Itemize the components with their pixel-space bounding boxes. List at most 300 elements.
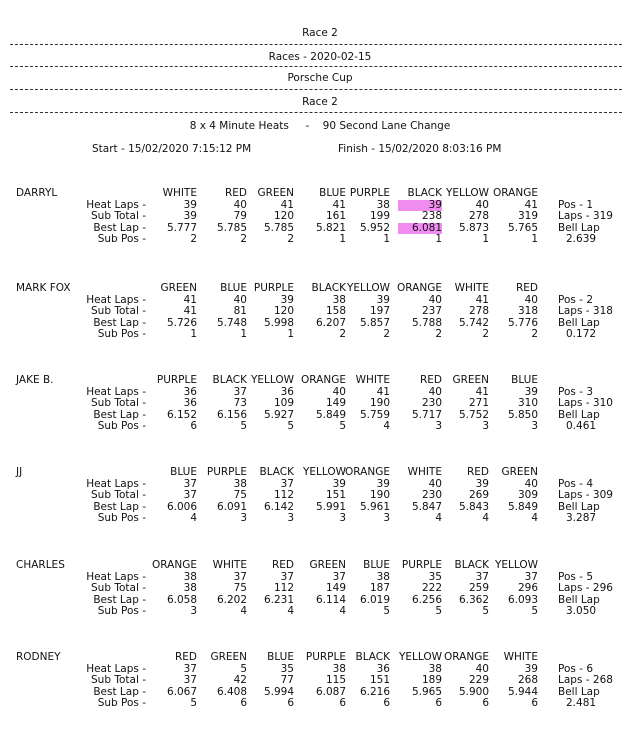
- divider: [10, 66, 622, 67]
- heat-laps-cell: 36: [183, 386, 197, 398]
- best-lap-cell: 5.752: [458, 409, 489, 421]
- sub-pos-cell: 6: [339, 697, 346, 709]
- sub-total-cell: 151: [325, 489, 346, 501]
- row-label: Heat Laps -: [86, 199, 146, 211]
- heat-laps-cell: 37: [280, 478, 294, 490]
- sub-total-cell: 75: [233, 582, 247, 594]
- sub-pos-cell: 2: [287, 233, 294, 245]
- sub-pos-cell: 6: [287, 697, 294, 709]
- lane-header: GREEN: [160, 282, 197, 294]
- sub-pos-cell: 6: [435, 697, 442, 709]
- sub-total-cell: 38: [183, 582, 197, 594]
- sub-pos-cell: 1: [339, 233, 346, 245]
- lane-header: BLACK: [454, 559, 489, 571]
- best-lap-cell: 6.087: [315, 686, 346, 698]
- bell-lap-label: Bell Lap: [558, 594, 600, 606]
- heat-laps-cell: 38: [376, 199, 390, 211]
- lane-header: BLUE: [319, 187, 346, 199]
- bell-lap-value: 0.172: [566, 328, 597, 340]
- sub-pos-cell: 6: [240, 697, 247, 709]
- sub-total-cell: 189: [421, 674, 442, 686]
- race-name: Race 2: [302, 96, 338, 108]
- sub-total-cell: 230: [421, 489, 442, 501]
- sub-pos-cell: 2: [435, 328, 442, 340]
- best-lap-cell: 6.216: [359, 686, 390, 698]
- best-lap-cell: 5.788: [411, 317, 442, 329]
- bell-lap-value: 2.639: [566, 233, 597, 245]
- sub-total-cell: 187: [369, 582, 390, 594]
- lane-header: YELLOW: [302, 466, 346, 478]
- lane-header: YELLOW: [346, 282, 390, 294]
- lane-header: ORANGE: [345, 466, 390, 478]
- heat-laps-cell: 39: [332, 478, 346, 490]
- lane-header: WHITE: [407, 466, 442, 478]
- bell-lap-label: Bell Lap: [558, 409, 600, 421]
- sub-total-cell: 41: [183, 305, 197, 317]
- best-lap-cell: 5.873: [458, 222, 489, 234]
- racer-name: MARK FOX: [16, 282, 71, 294]
- sub-total-cell: 73: [233, 397, 247, 409]
- heat-laps-cell: 35: [280, 663, 294, 675]
- best-lap-cell: 6.231: [263, 594, 294, 606]
- heat-laps-cell: 39: [475, 478, 489, 490]
- lane-header: GREEN: [210, 651, 247, 663]
- lane-header: ORANGE: [152, 559, 197, 571]
- lane-header: BLACK: [259, 466, 294, 478]
- sub-pos-cell: 2: [482, 328, 489, 340]
- best-lap-cell: 5.900: [458, 686, 489, 698]
- heat-laps-cell: 36: [376, 663, 390, 675]
- bell-lap-value: 0.461: [566, 420, 597, 432]
- sub-pos-cell: 3: [435, 420, 442, 432]
- lane-header: GREEN: [452, 374, 489, 386]
- heat-laps-cell: 40: [428, 294, 442, 306]
- row-label: Best Lap -: [93, 317, 146, 329]
- sub-pos-cell: 2: [531, 328, 538, 340]
- lane-header: YELLOW: [445, 187, 489, 199]
- sub-pos-cell: 4: [482, 512, 489, 524]
- row-label: Best Lap -: [93, 686, 146, 698]
- best-lap-cell: 6.114: [315, 594, 346, 606]
- racer-block: [0, 375, 640, 451]
- divider: [10, 112, 622, 113]
- heat-laps-cell: 39: [280, 294, 294, 306]
- sub-total-cell: 278: [468, 305, 489, 317]
- sub-pos-cell: 1: [240, 328, 247, 340]
- best-lap-cell: 5.857: [359, 317, 390, 329]
- best-lap-cell: 6.006: [166, 501, 197, 513]
- position-result: Pos - 6: [558, 663, 593, 675]
- sub-pos-cell: 2: [190, 233, 197, 245]
- heat-laps-cell: 40: [332, 386, 346, 398]
- finish-time: Finish - 15/02/2020 8:03:16 PM: [338, 143, 502, 155]
- lane-header: RED: [271, 559, 294, 571]
- row-label: Sub Pos -: [97, 420, 146, 432]
- heat-laps-cell: 40: [233, 294, 247, 306]
- heat-laps-cell: 40: [233, 199, 247, 211]
- sub-pos-cell: 1: [287, 328, 294, 340]
- row-label: Heat Laps -: [86, 294, 146, 306]
- lane-header: BLUE: [267, 651, 294, 663]
- bell-lap-value: 2.481: [566, 697, 597, 709]
- sub-total-cell: 37: [183, 674, 197, 686]
- best-lap-cell: 5.927: [263, 409, 294, 421]
- racer-name: JJ: [16, 466, 23, 478]
- sub-total-cell: 37: [183, 489, 197, 501]
- best-lap-cell: 5.847: [411, 501, 442, 513]
- sub-pos-cell: 1: [531, 233, 538, 245]
- lane-header: PURPLE: [253, 282, 294, 294]
- row-label: Sub Pos -: [97, 605, 146, 617]
- sub-total-cell: 151: [369, 674, 390, 686]
- lane-header: PURPLE: [401, 559, 442, 571]
- best-lap-cell: 5.850: [507, 409, 538, 421]
- sub-total-cell: 149: [325, 397, 346, 409]
- series-name: Porsche Cup: [287, 72, 353, 84]
- total-laps: Laps - 318: [558, 305, 613, 317]
- lane-header: BLUE: [511, 374, 538, 386]
- lane-header: PURPLE: [206, 466, 247, 478]
- lane-header: YELLOW: [250, 374, 294, 386]
- best-lap-cell: 5.748: [216, 317, 247, 329]
- lane-header: RED: [466, 466, 489, 478]
- sub-total-cell: 310: [517, 397, 538, 409]
- total-laps: Laps - 309: [558, 489, 613, 501]
- sub-pos-cell: 5: [435, 605, 442, 617]
- total-laps: Laps - 268: [558, 674, 613, 686]
- total-laps: Laps - 296: [558, 582, 613, 594]
- lane-header: WHITE: [355, 374, 390, 386]
- best-lap-cell: 5.961: [359, 501, 390, 513]
- heat-laps-cell: 37: [233, 571, 247, 583]
- racer-block: [0, 467, 640, 543]
- heat-laps-cell: 39: [376, 294, 390, 306]
- divider: [10, 44, 622, 45]
- lane-header: ORANGE: [493, 187, 538, 199]
- lane-header: BLACK: [311, 282, 346, 294]
- sub-pos-cell: 5: [482, 605, 489, 617]
- sub-pos-cell: 3: [240, 512, 247, 524]
- heat-laps-cell: 35: [428, 571, 442, 583]
- lane-header: RED: [419, 374, 442, 386]
- sub-pos-cell: 1: [190, 328, 197, 340]
- best-lap-cell: 6.093: [507, 594, 538, 606]
- best-lap-cell: 5.843: [458, 501, 489, 513]
- lane-header: ORANGE: [301, 374, 346, 386]
- sub-total-cell: 271: [468, 397, 489, 409]
- best-lap-cell: 6.058: [166, 594, 197, 606]
- heat-laps-cell: 40: [524, 294, 538, 306]
- row-label: Heat Laps -: [86, 386, 146, 398]
- sub-pos-cell: 6: [190, 420, 197, 432]
- racer-name: DARRYL: [16, 187, 58, 199]
- row-label: Sub Total -: [91, 582, 146, 594]
- lane-header: WHITE: [503, 651, 538, 663]
- sub-total-cell: 190: [369, 397, 390, 409]
- best-lap-cell: 6.156: [216, 409, 247, 421]
- row-label: Sub Total -: [91, 397, 146, 409]
- sub-total-cell: 115: [325, 674, 346, 686]
- sub-total-cell: 230: [421, 397, 442, 409]
- heat-laps-cell: 41: [280, 199, 294, 211]
- best-lap-cell: 5.717: [411, 409, 442, 421]
- bell-lap-label: Bell Lap: [558, 222, 600, 234]
- lane-header: BLACK: [212, 374, 247, 386]
- lane-header: GREEN: [501, 466, 538, 478]
- lane-header: RED: [224, 187, 247, 199]
- sub-pos-cell: 3: [531, 420, 538, 432]
- racer-block: [0, 283, 640, 359]
- report-title: Race 2: [302, 27, 338, 39]
- row-label: Heat Laps -: [86, 478, 146, 490]
- best-lap-cell: 5.759: [359, 409, 390, 421]
- sub-total-cell: 238: [421, 210, 442, 222]
- heat-laps-cell: 39: [524, 663, 538, 675]
- sub-total-cell: 36: [183, 397, 197, 409]
- best-lap-cell: 6.091: [216, 501, 247, 513]
- bell-lap-value: 3.287: [566, 512, 597, 524]
- sub-pos-cell: 4: [435, 512, 442, 524]
- row-label: Sub Total -: [91, 305, 146, 317]
- row-label: Sub Total -: [91, 210, 146, 222]
- row-label: Best Lap -: [93, 409, 146, 421]
- lane-header: RED: [174, 651, 197, 663]
- lane-header: WHITE: [212, 559, 247, 571]
- heat-laps-cell: 38: [233, 478, 247, 490]
- best-lap-cell: 6.067: [166, 686, 197, 698]
- heat-laps-cell: 40: [428, 386, 442, 398]
- sub-pos-cell: 4: [339, 605, 346, 617]
- lane-header: ORANGE: [397, 282, 442, 294]
- position-result: Pos - 5: [558, 571, 593, 583]
- row-label: Best Lap -: [93, 594, 146, 606]
- sub-total-cell: 309: [517, 489, 538, 501]
- sub-total-cell: 190: [369, 489, 390, 501]
- sub-pos-cell: 6: [531, 697, 538, 709]
- racer-block: [0, 652, 640, 728]
- sub-pos-cell: 3: [482, 420, 489, 432]
- sub-pos-cell: 5: [339, 420, 346, 432]
- heat-laps-cell: 37: [475, 571, 489, 583]
- lane-header: WHITE: [454, 282, 489, 294]
- heat-laps-cell: 36: [280, 386, 294, 398]
- position-result: Pos - 4: [558, 478, 593, 490]
- sub-pos-cell: 3: [287, 512, 294, 524]
- row-label: Heat Laps -: [86, 571, 146, 583]
- row-label: Best Lap -: [93, 501, 146, 513]
- racer-name: JAKE B.: [16, 374, 54, 386]
- bell-lap-label: Bell Lap: [558, 501, 600, 513]
- sub-pos-cell: 2: [383, 328, 390, 340]
- lane-header: PURPLE: [156, 374, 197, 386]
- racer-block: [0, 188, 640, 264]
- best-lap-cell: 6.256: [411, 594, 442, 606]
- row-label: Sub Pos -: [97, 697, 146, 709]
- sub-pos-cell: 4: [287, 605, 294, 617]
- sub-pos-cell: 5: [240, 420, 247, 432]
- position-result: Pos - 3: [558, 386, 593, 398]
- start-time: Start - 15/02/2020 7:15:12 PM: [92, 143, 252, 155]
- sub-total-cell: 42: [233, 674, 247, 686]
- sub-pos-cell: 3: [383, 512, 390, 524]
- best-lap-cell: 5.821: [315, 222, 346, 234]
- sub-pos-cell: 5: [190, 697, 197, 709]
- best-lap-cell: 6.142: [263, 501, 294, 513]
- heat-laps-cell: 5: [240, 663, 247, 675]
- best-lap-cell: 6.362: [458, 594, 489, 606]
- best-lap-cell: 6.408: [216, 686, 247, 698]
- heat-laps-cell: 41: [183, 294, 197, 306]
- lane-header: YELLOW: [398, 651, 442, 663]
- heat-laps-cell: 39: [376, 478, 390, 490]
- bell-lap-label: Bell Lap: [558, 317, 600, 329]
- lane-header: BLUE: [220, 282, 247, 294]
- heat-laps-cell: 37: [183, 478, 197, 490]
- sub-total-cell: 229: [468, 674, 489, 686]
- lane-header: BLACK: [407, 187, 442, 199]
- heat-laps-cell: 39: [183, 199, 197, 211]
- row-label: Sub Total -: [91, 674, 146, 686]
- position-result: Pos - 1: [558, 199, 593, 211]
- heat-laps-cell: 39: [398, 200, 442, 211]
- sub-total-cell: 149: [325, 582, 346, 594]
- lane-header: BLACK: [355, 651, 390, 663]
- sub-total-cell: 158: [325, 305, 346, 317]
- sub-total-cell: 199: [369, 210, 390, 222]
- lane-header: PURPLE: [305, 651, 346, 663]
- best-lap-cell: 5.742: [458, 317, 489, 329]
- sub-pos-cell: 4: [190, 512, 197, 524]
- total-laps: Laps - 319: [558, 210, 613, 222]
- best-lap-cell: 6.152: [166, 409, 197, 421]
- row-label: Sub Pos -: [97, 233, 146, 245]
- sub-total-cell: 161: [325, 210, 346, 222]
- sub-pos-cell: 2: [240, 233, 247, 245]
- lane-header: GREEN: [257, 187, 294, 199]
- heat-laps-cell: 40: [524, 478, 538, 490]
- sub-pos-cell: 5: [383, 605, 390, 617]
- row-label: Sub Pos -: [97, 328, 146, 340]
- heat-laps-cell: 41: [475, 294, 489, 306]
- heat-format: 8 x 4 Minute Heats - 90 Second Lane Change: [189, 120, 451, 132]
- best-lap-cell: 5.785: [216, 222, 247, 234]
- heat-laps-cell: 39: [524, 386, 538, 398]
- sub-pos-cell: 1: [482, 233, 489, 245]
- sub-pos-cell: 4: [383, 420, 390, 432]
- sub-total-cell: 112: [273, 489, 294, 501]
- sub-total-cell: 81: [233, 305, 247, 317]
- lane-header: GREEN: [309, 559, 346, 571]
- lane-header: ORANGE: [444, 651, 489, 663]
- sub-total-cell: 268: [517, 674, 538, 686]
- total-laps: Laps - 310: [558, 397, 613, 409]
- heat-laps-cell: 41: [332, 199, 346, 211]
- heat-laps-cell: 37: [183, 663, 197, 675]
- best-lap-cell: 5.776: [507, 317, 538, 329]
- sub-pos-cell: 3: [190, 605, 197, 617]
- row-label: Sub Pos -: [97, 512, 146, 524]
- bell-lap-value: 3.050: [566, 605, 597, 617]
- heat-laps-cell: 38: [376, 571, 390, 583]
- best-lap-cell: 5.785: [263, 222, 294, 234]
- heat-laps-cell: 41: [475, 386, 489, 398]
- best-lap-cell: 5.849: [315, 409, 346, 421]
- sub-total-cell: 39: [183, 210, 197, 222]
- heat-laps-cell: 38: [183, 571, 197, 583]
- row-label: Best Lap -: [93, 222, 146, 234]
- heat-laps-cell: 40: [475, 663, 489, 675]
- sub-total-cell: 222: [421, 582, 442, 594]
- lane-header: BLUE: [363, 559, 390, 571]
- sub-pos-cell: 6: [482, 697, 489, 709]
- sub-pos-cell: 4: [240, 605, 247, 617]
- heat-laps-cell: 40: [428, 478, 442, 490]
- sub-total-cell: 112: [273, 582, 294, 594]
- row-label: Heat Laps -: [86, 663, 146, 675]
- best-lap-cell: 6.019: [359, 594, 390, 606]
- sub-pos-cell: 1: [435, 233, 442, 245]
- sub-pos-cell: 2: [339, 328, 346, 340]
- best-lap-cell: 5.765: [507, 222, 538, 234]
- divider: [10, 89, 622, 90]
- sub-total-cell: 79: [233, 210, 247, 222]
- racer-name: RODNEY: [16, 651, 61, 663]
- sub-total-cell: 259: [468, 582, 489, 594]
- heat-laps-cell: 38: [428, 663, 442, 675]
- heat-laps-cell: 41: [376, 386, 390, 398]
- best-lap-cell: 6.202: [216, 594, 247, 606]
- races-date: Races - 2020-02-15: [268, 51, 372, 63]
- sub-total-cell: 269: [468, 489, 489, 501]
- sub-pos-cell: 5: [287, 420, 294, 432]
- sub-pos-cell: 4: [531, 512, 538, 524]
- heat-laps-cell: 40: [475, 199, 489, 211]
- sub-total-cell: 278: [468, 210, 489, 222]
- racer-block: [0, 560, 640, 636]
- lane-header: WHITE: [162, 187, 197, 199]
- best-lap-cell: 5.991: [315, 501, 346, 513]
- position-result: Pos - 2: [558, 294, 593, 306]
- best-lap-cell: 5.994: [263, 686, 294, 698]
- best-lap-cell: 5.944: [507, 686, 538, 698]
- best-lap-cell: 5.777: [166, 222, 197, 234]
- sub-total-cell: 77: [280, 674, 294, 686]
- sub-total-cell: 75: [233, 489, 247, 501]
- sub-pos-cell: 1: [383, 233, 390, 245]
- heat-laps-cell: 37: [524, 571, 538, 583]
- heat-laps-cell: 37: [332, 571, 346, 583]
- sub-total-cell: 318: [517, 305, 538, 317]
- best-lap-cell: 5.965: [411, 686, 442, 698]
- lane-header: RED: [515, 282, 538, 294]
- best-lap-cell: 5.998: [263, 317, 294, 329]
- sub-total-cell: 120: [273, 210, 294, 222]
- sub-total-cell: 319: [517, 210, 538, 222]
- heat-laps-cell: 37: [233, 386, 247, 398]
- sub-pos-cell: 5: [531, 605, 538, 617]
- heat-laps-cell: 41: [524, 199, 538, 211]
- best-lap-cell: 5.952: [359, 222, 390, 234]
- sub-total-cell: 197: [369, 305, 390, 317]
- racer-name: CHARLES: [16, 559, 65, 571]
- sub-total-cell: 109: [273, 397, 294, 409]
- best-lap-cell: 6.081: [398, 223, 442, 234]
- sub-total-cell: 237: [421, 305, 442, 317]
- sub-total-cell: 296: [517, 582, 538, 594]
- lane-header: BLUE: [170, 466, 197, 478]
- sub-total-cell: 120: [273, 305, 294, 317]
- sub-pos-cell: 3: [339, 512, 346, 524]
